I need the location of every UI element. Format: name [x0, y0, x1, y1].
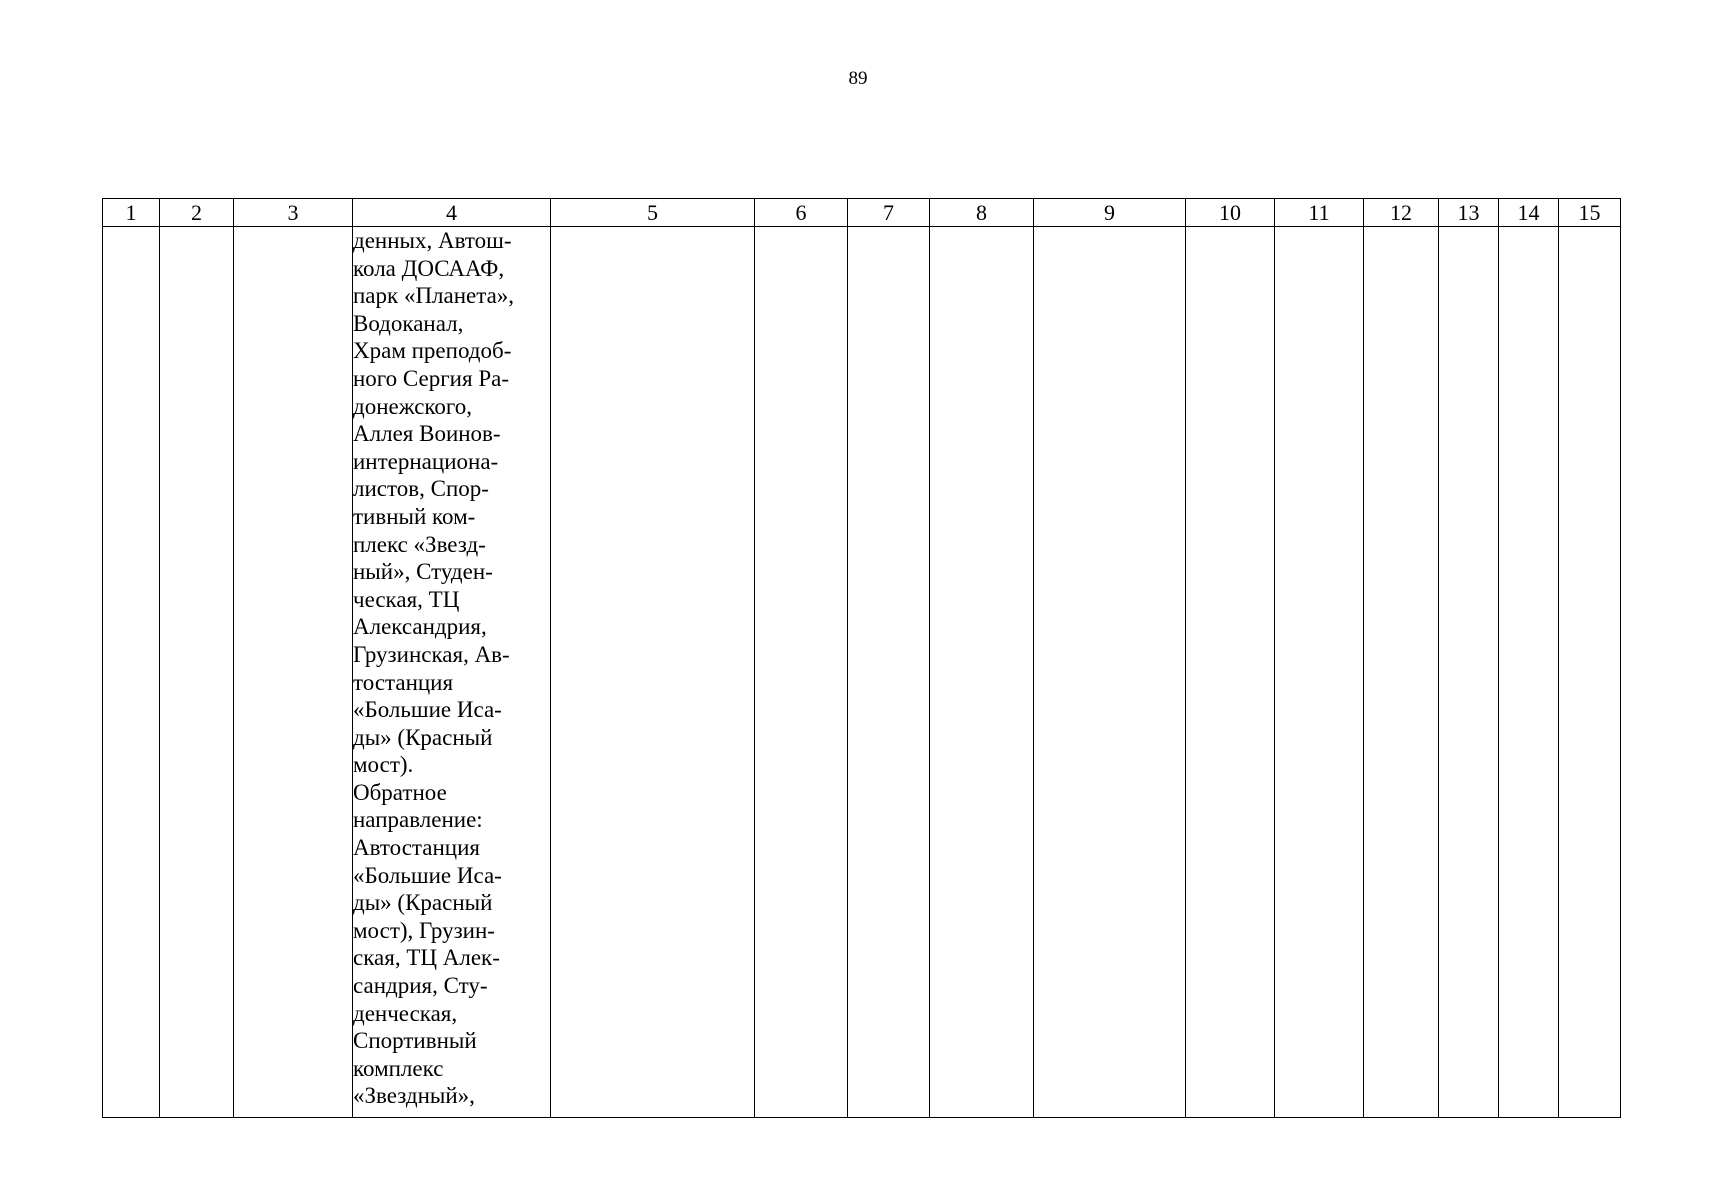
route-stops-line: ды» (Красный: [353, 890, 493, 916]
route-stops-line: кола ДОСААФ,: [353, 255, 505, 281]
route-stops-line: Александрия,: [353, 614, 487, 640]
route-stops-line: Аллея Воинов-: [353, 421, 501, 447]
route-stops-line: ская, ТЦ Алек-: [353, 945, 500, 971]
column-header-7: 7: [848, 199, 930, 227]
column-header-15: 15: [1559, 199, 1621, 227]
table-cell-col-9: [1034, 227, 1186, 1118]
route-stops-line: направление:: [353, 807, 483, 833]
column-header-4: 4: [353, 199, 551, 227]
route-stops-line: «Звездный»,: [353, 1083, 475, 1109]
table-cell-col-7: [848, 227, 930, 1118]
route-stops-line: тостанция: [353, 669, 454, 695]
table-cell-col-15: [1559, 227, 1621, 1118]
route-stops-line: Грузинская, Ав-: [353, 641, 510, 667]
route-stops-line: ный», Студен-: [353, 559, 493, 585]
column-header-5: 5: [551, 199, 755, 227]
route-table: [102, 198, 1621, 1118]
route-stops-line: мост), Грузин-: [353, 917, 495, 943]
route-stops-line: тивный ком-: [353, 503, 476, 529]
table-cell-col-2: [160, 227, 234, 1118]
table-header-row: [103, 199, 1621, 227]
column-header-9: 9: [1034, 199, 1186, 227]
route-stops-line: ды» (Красный: [353, 724, 493, 750]
table-cell-col-1: [103, 227, 160, 1118]
route-stops-line: листов, Спор-: [353, 476, 489, 502]
table-cell-col-3: [234, 227, 353, 1118]
route-stops-line: «Большие Иса-: [353, 697, 502, 723]
table-row: [103, 227, 1621, 1118]
column-header-1: 1: [103, 199, 160, 227]
route-stops-line: мост).: [353, 752, 414, 778]
route-stops-line: денных, Автош-: [353, 228, 512, 253]
column-header-11: 11: [1275, 199, 1364, 227]
route-stops-line: сандрия, Сту-: [353, 973, 488, 999]
column-header-14: 14: [1499, 199, 1559, 227]
route-stops-line: Обратное: [353, 779, 447, 805]
column-header-2: 2: [160, 199, 234, 227]
table-cell-col-5: [551, 227, 755, 1118]
table-cell-col-11: [1275, 227, 1364, 1118]
route-stops-line: «Большие Иса-: [353, 862, 502, 888]
route-stops-line: Спортивный: [353, 1028, 477, 1054]
table-cell-col-8: [930, 227, 1034, 1118]
table-cell-col-4-route-stops: [353, 227, 551, 1118]
route-stops-line: парк «Планета»,: [353, 283, 515, 309]
column-header-12: 12: [1364, 199, 1439, 227]
route-stops-line: плекс «Звезд-: [353, 531, 486, 557]
column-header-10: 10: [1186, 199, 1275, 227]
table-cell-col-14: [1499, 227, 1559, 1118]
route-stops-line: Водоканал,: [353, 310, 464, 336]
page-number: 89: [848, 68, 868, 89]
route-stops-line: интернациона-: [353, 448, 499, 474]
column-header-3: 3: [234, 199, 353, 227]
table-cell-col-6: [755, 227, 848, 1118]
route-stops-line: комплекс: [353, 1055, 444, 1081]
column-header-13: 13: [1439, 199, 1499, 227]
route-stops-line: ческая, ТЦ: [353, 586, 460, 612]
table-cell-col-13: [1439, 227, 1499, 1118]
route-stops-line: Автостанция: [353, 835, 480, 861]
column-header-8: 8: [930, 199, 1034, 227]
route-stops-line: денческая,: [353, 1000, 458, 1026]
route-stops-line: донежского,: [353, 393, 473, 419]
route-stops-line: ного Сергия Ра-: [353, 365, 509, 391]
route-stops-line: Храм преподоб-: [353, 338, 512, 364]
table-cell-col-12: [1364, 227, 1439, 1118]
column-header-6: 6: [755, 199, 848, 227]
table-cell-col-10: [1186, 227, 1275, 1118]
